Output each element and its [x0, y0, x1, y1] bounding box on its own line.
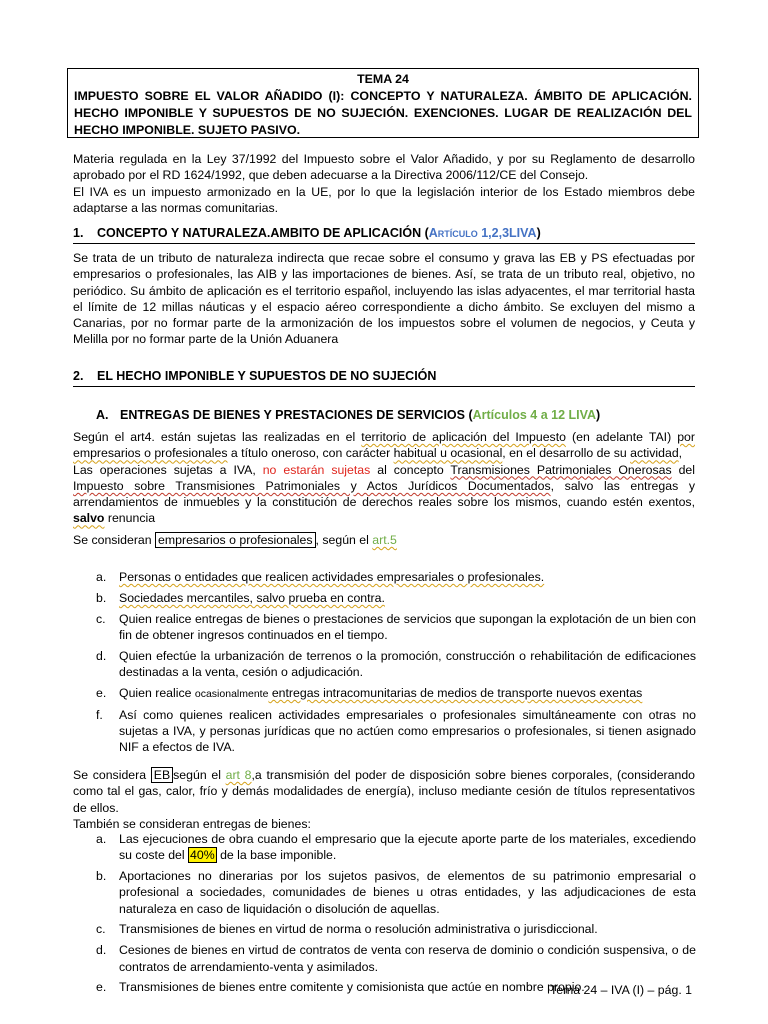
text-run: Las operaciones sujetas a IVA,	[73, 462, 263, 477]
list-text: Quien realice	[119, 685, 195, 700]
list-marker: d.	[96, 648, 107, 663]
topic-title: IMPUESTO SOBRE EL VALOR AÑADIDO (I): CONCEPTO Y NATURALEZA. ÁMBITO DE APLICACIÓN. HECHO IMPONIBLE Y SUPUESTOS DE NO SUJECIÓN. EXENCIONES. LUGAR DE REALIZACIÓN DEL HECHO IMPONIBLE. SUJETO PASIVO.	[74, 89, 692, 137]
subsection-a-article-link[interactable]: Artículos 4 a 12 LIVA	[472, 408, 597, 422]
section-1-close: )	[536, 226, 541, 240]
list-item	[96, 707, 696, 756]
list-item	[96, 648, 696, 681]
list-text: Transmisiones de bienes entre comitente y comisionista que actúe en nombre propio.	[119, 980, 585, 995]
subsection-a-body	[73, 429, 695, 548]
text-run: Impuesto sobre Transmisiones Patrimoniales y Actos Jurídicos Documentados	[73, 478, 551, 493]
subsection-a-close: )	[596, 408, 601, 422]
list-text: Quien efectúe la urbanización de terrenos o la promoción, construcción o rehabilitación de edificaciones destinadas a la venta, cesión o adjudicación.	[119, 648, 696, 679]
list-text: Cesiones de bienes en virtud de contratos de venta con reserva de dominio o condición suspensiva, o de contratos de arrendamiento-venta y asimilados.	[119, 943, 696, 974]
text-run: actividad	[630, 446, 679, 461]
text-run: por empresarios o profesionales	[73, 430, 695, 461]
section-1-article-link[interactable]: Artículo 1,2,3LIVA	[428, 226, 537, 240]
text-run: (en adelante TAI)	[565, 430, 678, 444]
list-marker: b.	[96, 590, 107, 605]
list-marker: a.	[96, 570, 107, 584]
list-marker: c.	[96, 922, 106, 937]
list-item	[96, 685, 696, 702]
section-1-body: Se trata de un tributo de naturaleza indirecta que recae sobre el consumo y grava las EB y PS efectuadas por empresarios o profesionales, las AIB y las importaciones de bienes. Así, se trata de un tributo real, objetivo, no periódico. Su ámbito de aplicación es el territorio español, incluyendo las islas adyacentes, el mar territorial hasta el límite de 12 millas náuticas y el espacio aéreo correspondiente a dicho ámbito. Se excluyen del mismo a Canarias, por no formar parte de la armonización de los impuestos sobre el volumen de negocios, y Ceuta y Melilla por no formar parte de la Unión Aduanera	[73, 251, 695, 347]
eb-definition	[73, 767, 695, 816]
text-run: , salvo las entregas y arrendamientos de inmuebles y la constitución de derechos reales sobre los mismos, cuando estén exentos,	[73, 478, 695, 510]
text-run: Según el art4. están sujetas las realizadas en el	[73, 430, 362, 444]
text-run: a título oneroso, con carácter	[227, 446, 394, 461]
list-text: Personas o entidades que realicen actividades empresariales o profesionales.	[119, 570, 545, 584]
list-marker: e.	[96, 980, 107, 995]
section-1-number: 1.	[73, 226, 84, 240]
list-item	[96, 942, 696, 975]
list-text: Transmisiones de bienes en virtud de norma o resolución administrativa o jurisdiccional.	[119, 922, 598, 937]
title-box	[67, 68, 699, 138]
list-item	[96, 921, 696, 937]
section-2-number: 2.	[73, 369, 84, 383]
intro-paragraph-2: El IVA es un impuesto armonizado en la UE, por lo que la legislación interior de los Estado miembros debe adaptarse a las normas comunitarias.	[73, 184, 695, 215]
text-run: habitual u ocasional	[393, 446, 503, 461]
list-marker: a.	[96, 832, 107, 846]
list-text: de la base imponible.	[216, 848, 337, 863]
text-run: transmisión del poder de disposición sobre bienes corporales, (considerando como tal el gas, calor, frío y demás modalidades de energía), incluso mediante cesión de títulos representativos de ellos.	[73, 768, 695, 815]
subsection-a-heading	[96, 407, 600, 423]
boxed-term: empresarios o profesionales	[155, 532, 315, 548]
text-run: Transmisiones Patrimoniales Onerosas	[450, 462, 672, 477]
list-text: Quien realice entregas de bienes o prestaciones de servicios que supongan la explotación de un bien con fin de obtener ingresos continuados en el tiempo.	[119, 611, 696, 642]
text-run: , según el	[315, 532, 373, 547]
list-text: Sociedades mercantiles, salvo prueba en contra.	[119, 590, 385, 605]
section-2-heading	[73, 368, 695, 387]
topic-number: TEMA 24	[357, 72, 409, 86]
list-marker: f.	[96, 707, 103, 722]
intro-block	[73, 151, 695, 216]
list-item	[96, 611, 696, 644]
list-item	[96, 590, 696, 606]
page-footer: Tema 24 – IVA (I) – pág. 1	[550, 983, 692, 997]
boxed-term: EB	[151, 767, 173, 783]
text-run: territorio de aplicación del Impuesto	[361, 430, 566, 444]
text-run: ,a	[251, 768, 267, 782]
text-run: salvo	[73, 511, 105, 526]
list-text: entregas intracomunitarias de medios de transporte nuevos exentas	[268, 685, 643, 700]
text-run: , en el desarrollo de su	[502, 446, 631, 461]
list-text: Así como quienes realicen actividades empresariales o profesionales simultáneamente con otras no sujetas a IVA, y personas jurídicas que no actúen como empresarios o profesionales, si tienen asignado NIF a efectos de IVA.	[119, 707, 696, 755]
text-run: Se consideran	[73, 532, 156, 547]
list-text: Aportaciones no dinerarias por los sujetos pasivos, de elementos de su patrimonio empresarial o profesional a sociedades, comunidades de bienes u otras entidades, y las adjudicaciones de esta naturaleza en caso de liquidación o disolución de aquellas.	[119, 869, 696, 916]
art5-link[interactable]: art.5	[372, 532, 397, 547]
entregas-list	[96, 831, 696, 1000]
intro-paragraph-1: Materia regulada en la Ley 37/1992 del Impuesto sobre el Valor Añadido, y por su Reglamento de desarrollo aprobado por el RD 1624/1992, que deben adecuarse a la Directiva 2006/112/CE del Consejo.	[73, 152, 695, 183]
list-marker: d.	[96, 943, 107, 958]
list-item	[96, 868, 696, 917]
subsection-a-title: ENTREGAS DE BIENES Y PRESTACIONES DE SERVICIOS (	[120, 408, 473, 422]
art8-link[interactable]: art 8	[225, 768, 252, 782]
section-1-heading	[73, 225, 695, 244]
text-run: según el	[173, 768, 226, 782]
highlighted-percentage: 40%	[190, 848, 215, 863]
art4-paragraph	[73, 429, 695, 462]
text-run: renuncia	[104, 511, 156, 526]
list-item	[96, 831, 696, 864]
text-run: Se considera	[73, 768, 151, 782]
list-text-small: ocasionalmente	[194, 687, 269, 700]
empresarios-list	[96, 569, 696, 760]
list-marker: c.	[96, 611, 106, 626]
list-marker: e.	[96, 685, 107, 700]
red-text-run: no estarán sujetas	[262, 462, 371, 477]
list-marker: b.	[96, 869, 107, 884]
section-1-title: CONCEPTO Y NATURALEZA.AMBITO DE APLICACIÓN (	[97, 226, 429, 240]
text-run: ,	[678, 446, 683, 461]
eb-paragraph	[73, 767, 695, 832]
text-run: al concepto	[370, 462, 451, 477]
subsection-a-letter: A.	[96, 408, 109, 422]
section-2-title: EL HECHO IMPONIBLE Y SUPUESTOS DE NO SUJECIÓN	[97, 369, 437, 383]
list-item	[96, 569, 696, 585]
no-sujetas-paragraph	[73, 462, 695, 527]
eb-also-line: También se consideran entregas de bienes:	[73, 816, 311, 831]
empresarios-paragraph	[73, 532, 695, 548]
text-run: del	[671, 462, 696, 477]
list-text: Las ejecuciones de obra cuando el empresario que la ejecute aporte parte de los materiales, excediendo su coste del	[119, 832, 696, 863]
